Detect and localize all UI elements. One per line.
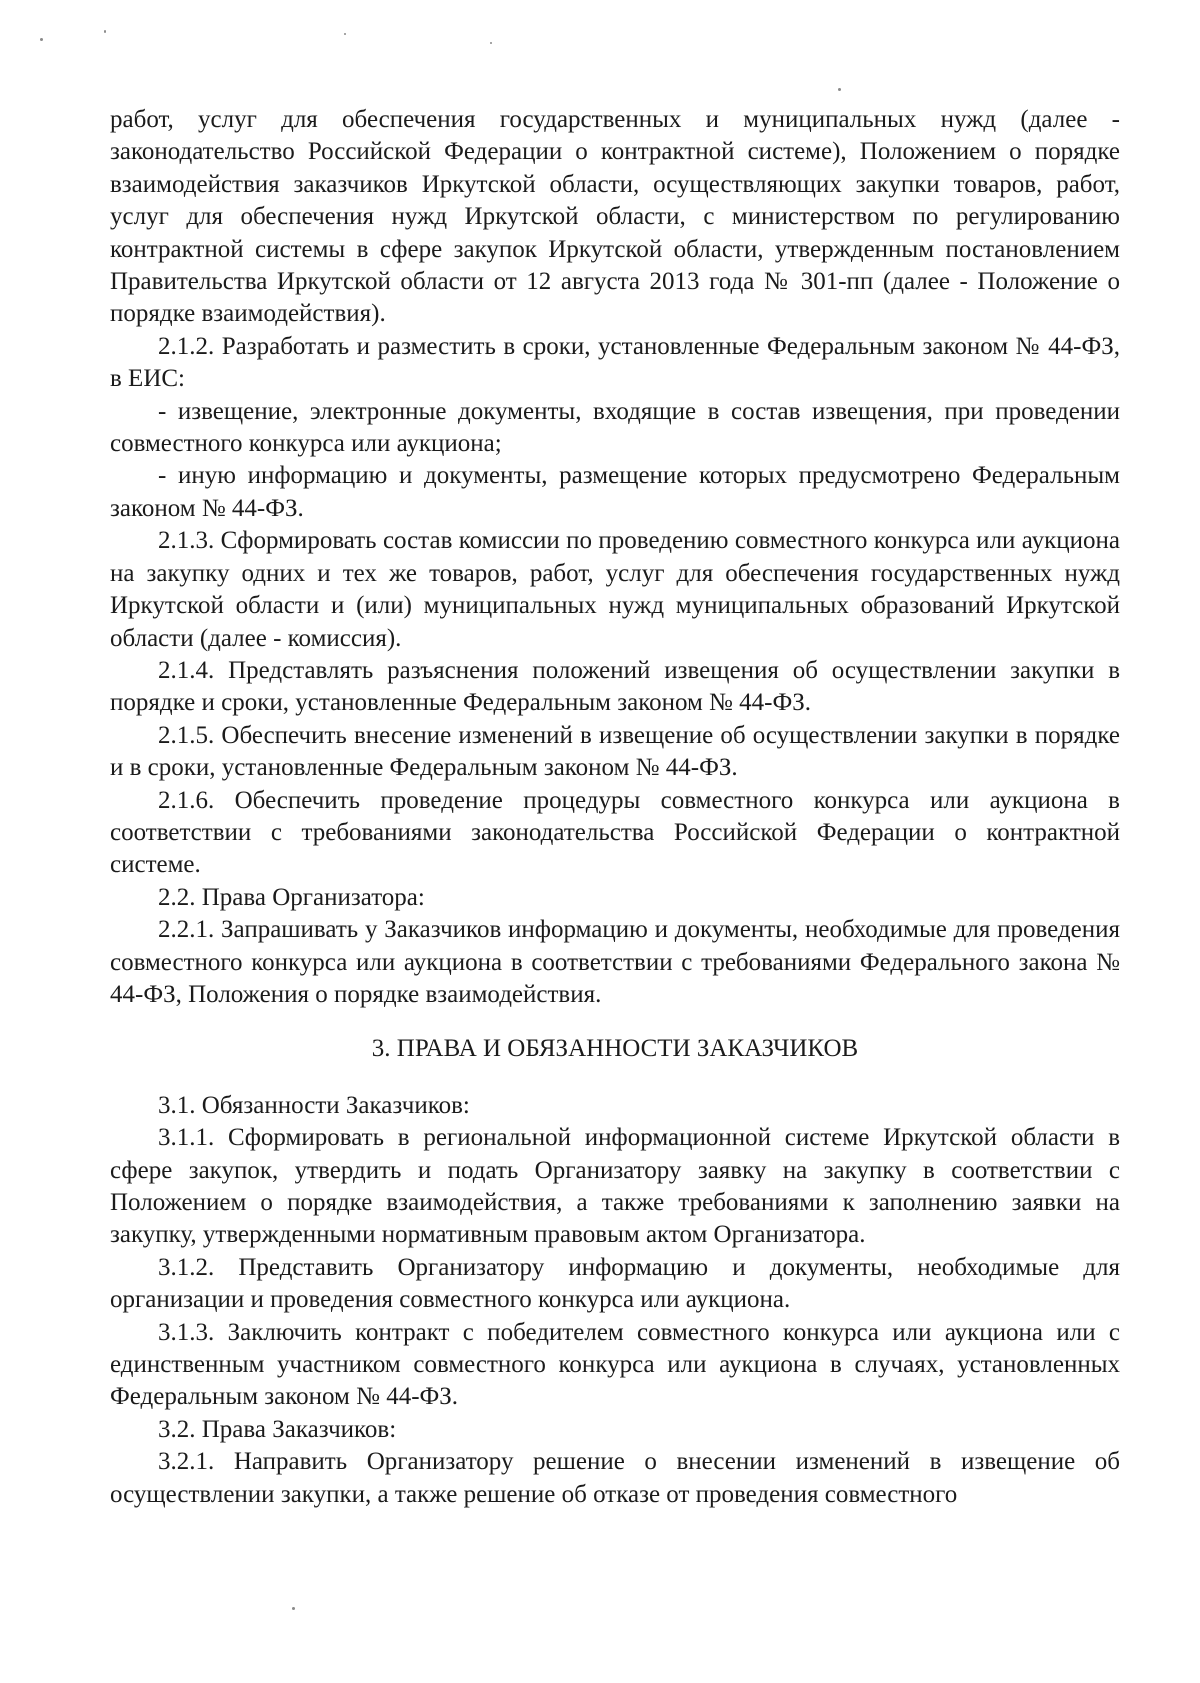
paragraph-2-1-3: 2.1.3. Сформировать состав комиссии по проведению совместного конкурса или аукциона на закупку одних и тех же товаров, работ, услуг для обеспечения государственных нужд Иркутской области и (или) муниципальных нужд муниципальных образований Иркутской области (далее - комиссия).: [110, 527, 1120, 652]
scan-speck: [838, 88, 841, 91]
scan-speck: [490, 42, 492, 44]
section-heading: 3. ПРАВА И ОБЯЗАННОСТИ ЗАКАЗЧИКОВ: [371, 1035, 859, 1063]
paragraph-continuation: работ, услуг для обеспечения государственных и муниципальных нужд (далее - законодательство Российской Федерации о контрактной системе), Положением о порядке взаимодействия заказчиков Иркутской области, осуществляющих закупки товаров, работ, услуг для обеспечения нужд Иркутской области, с министерством по регулированию контрактной системы в сфере закупок Иркутской области, утвержденным постановлением Правительства Иркутской области от 12 августа 2013 года № 301-пп (далее - Положение о порядке взаимодействия).: [110, 106, 1120, 328]
paragraph-2-2: 2.2. Права Организатора:: [158, 883, 425, 911]
paragraph-3-1-1: 3.1.1. Сформировать в региональной информационной системе Иркутской области в сфере закупок, утвердить и подать Организатору заявку на закупку в соответствии с Положением о порядке взаимодействия, а также требованиями к заполнению заявки на закупку, утвержденными нормативным правовым актом Организатора.: [110, 1124, 1120, 1249]
scan-speck: [40, 38, 43, 41]
paragraph-3-1-3: 3.1.3. Заключить контракт с победителем совместного конкурса или аукциона или с единственным участником совместного конкурса или аукциона в случаях, установленных Федеральным законом № 44-ФЗ.: [110, 1318, 1120, 1411]
paragraph-2-1-5: 2.1.5. Обеспечить внесение изменений в извещение об осуществлении закупки в порядке и в сроки, установленные Федеральным законом № 44-ФЗ.: [110, 721, 1120, 782]
document-body: [110, 104, 1120, 1511]
paragraph-2-1-6: 2.1.6. Обеспечить проведение процедуры совместного конкурса или аукциона в соответствии с требованиями законодательства Российской Федерации о контрактной системе.: [110, 786, 1120, 879]
paragraph-3-2: 3.2. Права Заказчиков:: [158, 1415, 397, 1443]
paragraph-list-item-notice: - извещение, электронные документы, входящие в состав извещения, при проведении совместного конкурса или аукциона;: [110, 397, 1120, 458]
scan-speck: [292, 1607, 295, 1610]
paragraph-2-1-4: 2.1.4. Представлять разъяснения положений извещения об осуществлении закупки в порядке и сроки, установленные Федеральным законом № 44-ФЗ.: [110, 656, 1120, 717]
paragraph-list-item-other-info: - иную информацию и документы, размещение которых предусмотрено Федеральным законом № 44-ФЗ.: [110, 462, 1120, 522]
paragraph-2-2-1: 2.2.1. Запрашивать у Заказчиков информацию и документы, необходимые для проведения совместного конкурса или аукциона в соответствии с требованиями Федерального закона № 44-ФЗ, Положения о порядке взаимодействия.: [110, 916, 1120, 1008]
scan-speck: [104, 30, 106, 33]
paragraph-3-1-2: 3.1.2. Представить Организатору информацию и документы, необходимые для организации и проведения совместного конкурса или аукциона.: [110, 1253, 1120, 1314]
paragraph-2-1-2: 2.1.2. Разработать и разместить в сроки, установленные Федеральным законом № 44-ФЗ, в ЕИС:: [110, 332, 1120, 393]
paragraph-3-1: 3.1. Обязанности Заказчиков:: [158, 1091, 470, 1119]
paragraph-3-2-1: 3.2.1. Направить Организатору решение о внесении изменений в извещение об осуществлении закупки, а также решение об отказе от проведения совместного: [110, 1448, 1120, 1508]
scan-speck: [344, 33, 346, 35]
